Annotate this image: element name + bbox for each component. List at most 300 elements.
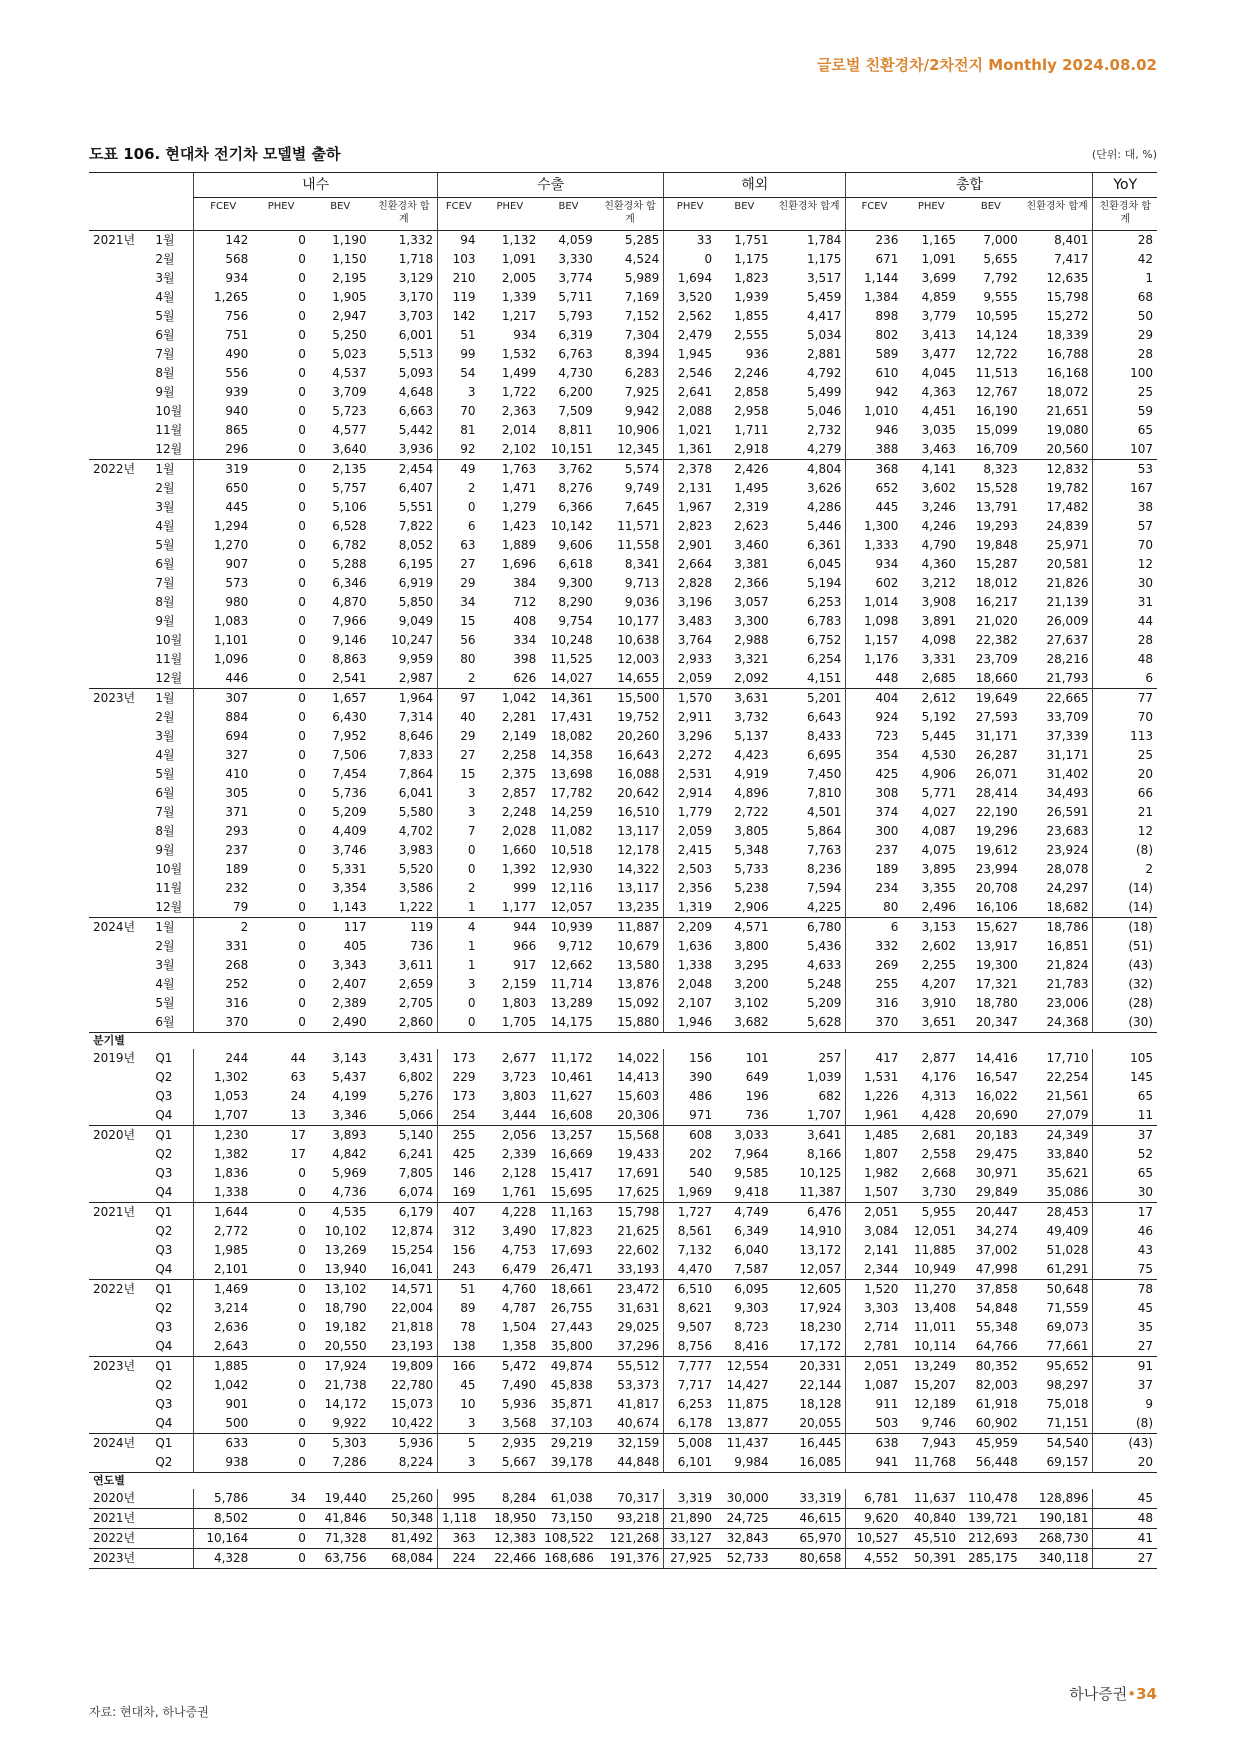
value-cell: 21,561 [1046,1089,1089,1103]
value-cell: 101 [745,1051,769,1065]
value-cell: (14) [1093,879,1157,898]
value-cell: 7,792 [983,271,1018,285]
year-cell [89,708,141,727]
value-cell: 56,448 [975,1455,1018,1469]
value-cell: 13,249 [902,1357,960,1377]
value-cell: 54,848 [975,1301,1018,1315]
year-cell: 2023년 [89,689,141,709]
value-cell: 22,004 [391,1301,434,1315]
value-cell: 11,714 [550,977,593,991]
value-cell: 5,276 [398,1089,434,1103]
value-cell: 1,132 [501,233,537,247]
group-domestic: 내수 [194,173,438,198]
value-cell: 22,466 [479,1549,540,1569]
table-row [89,1068,1157,1087]
value-cell: 0 [438,498,480,517]
value-cell: 3,517 [807,271,842,285]
year-cell [89,765,141,784]
value-cell: 2,558 [921,1147,957,1161]
value-cell: 5,733 [734,862,769,876]
value-cell: 500 [194,1414,253,1434]
value-cell: 1,358 [501,1339,537,1353]
value-cell: 20,690 [975,1108,1018,1122]
value-cell: 29,219 [540,1434,597,1454]
value-cell: 55,512 [597,1357,664,1377]
table-row [89,536,1157,555]
period-cell: Q4 [155,1416,173,1430]
value-cell: 3,170 [398,290,434,304]
value-cell: 16,788 [1046,347,1089,361]
value-cell: 70 [1093,536,1157,555]
value-cell: 9,754 [558,614,593,628]
value-cell: 24,297 [1046,881,1089,895]
value-cell: 2,102 [501,442,537,456]
value-cell: 31,171 [1046,748,1089,762]
value-cell: 15,092 [617,996,660,1010]
value-cell: 7,943 [902,1434,960,1454]
value-cell: 33,127 [664,1529,716,1549]
value-cell: 4,524 [624,252,660,266]
value-cell: 11,885 [914,1243,957,1257]
value-cell: 307 [194,689,253,709]
value-cell: 5,137 [734,729,769,743]
value-cell: 12,189 [914,1397,957,1411]
value-cell: 568 [194,250,253,269]
value-cell: 1,098 [846,612,903,631]
value-cell: 14,172 [324,1397,367,1411]
value-cell: 33,840 [1046,1147,1089,1161]
value-cell: 3,746 [332,843,367,857]
value-cell: 0 [438,860,480,879]
value-cell: 65,970 [773,1529,846,1549]
table-row [89,1241,1157,1260]
value-cell: 0 [298,652,306,666]
value-cell: 3 [438,383,480,402]
period-cell: Q1 [141,1203,193,1223]
value-cell: 0 [252,460,310,480]
value-cell: 14,175 [550,1015,593,1029]
year-cell [89,593,141,612]
value-cell: 0 [438,1013,480,1033]
period-cell: 1월 [155,233,175,247]
value-cell: 1,889 [501,538,537,552]
value-cell: 9,984 [734,1455,769,1469]
value-cell: 12 [1093,822,1157,841]
value-cell: 16,547 [975,1070,1018,1084]
value-cell: 8,621 [664,1299,716,1318]
period-cell: 3월 [155,729,175,743]
value-cell: 10,939 [540,918,597,938]
year-cell [89,1318,141,1337]
value-cell: 2,366 [734,576,769,590]
value-cell: 2,356 [664,879,716,898]
value-cell: 13,172 [799,1243,842,1257]
year-cell [89,898,141,918]
value-cell: 2,555 [734,328,769,342]
value-cell: 40,674 [617,1416,660,1430]
value-cell: 13,698 [550,767,593,781]
year-cell: 2020년 [93,1491,136,1505]
table-row [89,650,1157,669]
value-cell: 924 [846,708,903,727]
value-cell: 11,513 [975,366,1018,380]
value-cell: 0 [298,481,306,495]
period-cell: Q1 [141,1280,193,1300]
value-cell: 4,702 [398,824,434,838]
year-cell [89,1145,141,1164]
value-cell: 26,009 [1046,614,1089,628]
period-cell: Q4 [155,1108,173,1122]
value-cell: 9,942 [624,404,660,418]
value-cell: 0 [298,252,306,266]
value-cell: 29,025 [617,1320,660,1334]
subheader-cell: PHEV [479,198,540,231]
period-cell: 7월 [155,576,175,590]
value-cell: 0 [298,233,306,247]
value-cell: 17,625 [617,1185,660,1199]
value-cell: 14,124 [975,328,1018,342]
value-cell: 27,925 [664,1549,716,1569]
table-row [89,1126,1157,1146]
value-cell: 46,615 [773,1509,846,1529]
table-row [89,231,1157,251]
table-title: 도표 106. 현대차 전기차 모델별 출하 [89,145,341,163]
value-cell: 234 [846,879,903,898]
value-cell: 0 [252,1509,310,1529]
value-cell: 293 [194,822,253,841]
value-cell: 6,283 [624,366,660,380]
value-cell: 4,648 [398,385,434,399]
value-cell: 10,949 [914,1262,957,1276]
value-cell: 40,840 [902,1509,960,1529]
value-cell: 45 [1093,1299,1157,1318]
value-cell: 5,472 [479,1357,540,1377]
value-cell: 3,699 [921,271,957,285]
value-cell: 404 [846,689,903,709]
value-cell: 1,779 [664,803,716,822]
value-cell: 11,875 [726,1397,769,1411]
value-cell: 2,479 [664,326,716,345]
value-cell: 80 [438,650,480,669]
table-row [89,1203,1157,1223]
value-cell: 1,885 [194,1357,253,1377]
value-cell: 6,361 [807,538,842,552]
value-cell: 911 [846,1395,903,1414]
value-cell: 18,082 [550,729,593,743]
value-cell: 1,332 [398,233,434,247]
value-cell: 1,784 [807,233,842,247]
value-cell: 6,663 [398,404,434,418]
value-cell: 5,655 [983,252,1018,266]
value-cell: 490 [194,345,253,364]
value-cell: 12,832 [1022,460,1093,480]
value-cell: 11,082 [550,824,593,838]
period-cell: 5월 [155,767,175,781]
year-cell [89,1164,141,1183]
value-cell: 13,408 [914,1301,957,1315]
value-cell: 77,661 [1046,1339,1089,1353]
value-cell: 14,322 [617,862,660,876]
value-cell: 0 [252,1357,310,1377]
value-cell: 4,530 [921,748,957,762]
value-cell: 3,568 [501,1416,537,1430]
value-cell: 1,807 [846,1145,903,1164]
value-cell: 3,477 [921,347,957,361]
value-cell: 45,510 [902,1529,960,1549]
table-row [89,937,1157,956]
value-cell: 0 [298,423,306,437]
value-cell: 17,321 [975,977,1018,991]
table-row [89,994,1157,1013]
value-cell: 4,075 [921,843,957,857]
value-cell: 5,736 [332,786,367,800]
value-cell: 2,681 [902,1126,960,1146]
value-cell: 16,190 [975,404,1018,418]
value-cell: 81,492 [371,1529,438,1549]
value-cell: 736 [410,939,434,953]
value-cell: 2,781 [846,1337,903,1357]
value-cell: 13,269 [324,1243,367,1257]
value-cell: 12 [1093,555,1157,574]
value-cell: 65 [1093,421,1157,440]
value-cell: 3 [438,1453,480,1473]
page-footer [1069,1683,1157,1704]
value-cell: 79 [194,898,253,918]
value-cell: 156 [438,1241,480,1260]
value-cell: 425 [846,765,903,784]
value-cell: 10,177 [617,614,660,628]
value-cell: 18,682 [1046,900,1089,914]
period-cell: 3월 [155,500,175,514]
value-cell: 3,910 [921,996,957,1010]
table-row [89,975,1157,994]
value-cell: 2,490 [332,1015,367,1029]
table-row [89,517,1157,536]
value-cell: 69,073 [1046,1320,1089,1334]
period-cell: Q2 [155,1147,173,1161]
value-cell: 1,230 [194,1126,253,1146]
value-cell: 14,416 [975,1051,1018,1065]
value-cell: 2,918 [734,442,769,456]
table-row [89,364,1157,383]
value-cell: 23,994 [975,862,1018,876]
period-cell: 2월 [155,939,175,953]
table-row [89,1164,1157,1183]
value-cell: 3,895 [921,862,957,876]
value-cell: 4,176 [921,1070,957,1084]
value-cell: 5,248 [807,977,842,991]
value-cell: 1,042 [479,689,540,709]
value-cell: 7,594 [807,881,842,895]
value-cell: 1,319 [664,898,716,918]
value-cell: 257 [818,1051,842,1065]
value-cell: 31 [1093,593,1157,612]
period-cell: 6월 [155,1015,175,1029]
subheader-cell: 친환경차 합계 [1093,198,1157,231]
period-cell: 12월 [155,671,183,685]
value-cell: 589 [846,345,903,364]
value-cell: 5,786 [194,1489,253,1509]
group-header-row [89,173,1157,198]
value-cell: 1,985 [194,1241,253,1260]
value-cell: 91 [1093,1357,1157,1377]
value-cell: 316 [846,994,903,1013]
value-cell: 3,431 [398,1051,434,1065]
section-label: 분기별 [89,1033,1157,1050]
value-cell: 1 [438,937,480,956]
value-cell: 6,001 [398,328,434,342]
value-cell: 103 [438,250,480,269]
year-cell [89,612,141,631]
value-cell: 33,319 [799,1491,842,1505]
value-cell: 0 [298,958,306,972]
value-cell: 4,870 [332,595,367,609]
value-cell: 3,463 [921,442,957,456]
value-cell: 1,175 [807,252,842,266]
value-cell: 340,118 [1022,1549,1093,1569]
value-cell: 5,628 [807,1015,842,1029]
value-cell: 1,053 [194,1087,253,1106]
value-cell: 2,255 [921,958,957,972]
value-cell: 12,874 [391,1224,434,1238]
value-cell: 33,193 [617,1262,660,1276]
value-cell: 27,079 [1046,1108,1089,1122]
value-cell: 27,637 [1046,633,1089,647]
value-cell: 9,555 [983,290,1018,304]
value-cell: (30) [1093,1013,1157,1033]
value-cell: 652 [846,479,903,498]
value-cell: 2,901 [664,536,716,555]
value-cell: 1,982 [846,1164,903,1183]
value-cell: 108,522 [540,1529,597,1549]
value-cell: 2,496 [921,900,957,914]
value-cell: 16,022 [975,1089,1018,1103]
value-cell: 26,755 [550,1301,593,1315]
group-overseas: 해외 [664,173,846,198]
period-cell: Q1 [155,1051,173,1065]
value-cell: 4,804 [773,460,846,480]
value-cell: 119 [438,288,480,307]
value-cell: 255 [846,975,903,994]
value-cell: 1,570 [664,689,716,709]
value-cell: 45 [1093,1489,1157,1509]
value-cell: 23,924 [1046,843,1089,857]
value-cell: 48 [1093,650,1157,669]
value-cell: 17,691 [617,1166,660,1180]
period-cell: 6월 [155,557,175,571]
value-cell: 2,933 [664,650,716,669]
value-cell: 4,787 [501,1301,537,1315]
value-cell: 12,003 [617,652,660,666]
value-cell: 1,855 [734,309,769,323]
value-cell: 5,711 [558,290,593,304]
value-cell: 12,178 [617,843,660,857]
value-cell: 15,073 [391,1397,434,1411]
year-cell [89,1299,141,1318]
period-cell: 10월 [155,633,183,647]
value-cell: (43) [1093,1434,1157,1454]
value-cell: 4,207 [921,977,957,991]
value-cell: 2,378 [664,460,716,480]
table-row [89,1183,1157,1203]
value-cell: 5,446 [807,519,842,533]
value-cell: 7,925 [624,385,660,399]
value-cell: 1,270 [194,536,253,555]
period-cell: Q1 [141,1126,193,1146]
table-row [89,765,1157,784]
value-cell: 1,190 [332,233,367,247]
value-cell: 2,141 [846,1241,903,1260]
period-cell: 10월 [155,404,183,418]
year-cell [89,345,141,364]
value-cell: 28 [1093,345,1157,364]
value-cell: 22,780 [391,1378,434,1392]
value-cell: 9,418 [734,1185,769,1199]
value-cell: 6,319 [558,328,593,342]
value-cell: 6,040 [734,1243,769,1257]
value-cell: 13,940 [324,1262,367,1276]
value-cell: 252 [194,975,253,994]
value-cell: 2,051 [846,1357,903,1377]
value-cell: 3,381 [734,557,769,571]
period-cell [141,1489,193,1509]
value-cell: 3,102 [734,996,769,1010]
value-cell: 3,129 [398,271,434,285]
value-cell: 5,209 [807,996,842,1010]
value-cell: 0 [298,576,306,590]
table-row [89,631,1157,650]
value-cell: (8) [1093,1414,1157,1434]
value-cell: 5,667 [501,1455,537,1469]
value-cell: 24,349 [1022,1126,1093,1146]
value-cell: 8,646 [398,729,434,743]
subheader-cell: FCEV [846,198,903,231]
value-cell: 6,510 [664,1280,716,1300]
year-cell [89,1395,141,1414]
value-cell: 1,660 [501,843,537,857]
value-cell: 9,712 [558,939,593,953]
year-cell [89,937,141,956]
value-cell: 25,971 [1046,538,1089,552]
value-cell: 3 [438,803,480,822]
value-cell: 712 [513,595,537,609]
value-cell: 24,725 [716,1509,773,1529]
value-cell: 28 [1093,231,1157,251]
value-cell: 5,864 [807,824,842,838]
section-label-row [89,1033,1157,1050]
value-cell: 12,345 [617,442,660,456]
value-cell: 243 [438,1260,480,1280]
year-cell [89,784,141,803]
value-cell: 30,971 [975,1166,1018,1180]
period-cell [141,1509,193,1529]
table-row [89,1529,1157,1549]
value-cell: 8,863 [332,652,367,666]
value-cell: 128,896 [1038,1491,1089,1505]
table-row [89,1049,1157,1068]
value-cell: 2,668 [921,1166,957,1180]
value-cell: 6,074 [398,1185,434,1199]
value-cell: 5,331 [332,862,367,876]
value-cell: 5,459 [807,290,842,304]
value-cell: 71,151 [1046,1416,1089,1430]
value-cell: 2,258 [501,748,537,762]
value-cell: 19,649 [960,689,1022,709]
value-cell: 1,338 [664,956,716,975]
value-cell: 6,763 [558,347,593,361]
value-cell: 417 [846,1049,903,1068]
value-cell: 3,891 [921,614,957,628]
